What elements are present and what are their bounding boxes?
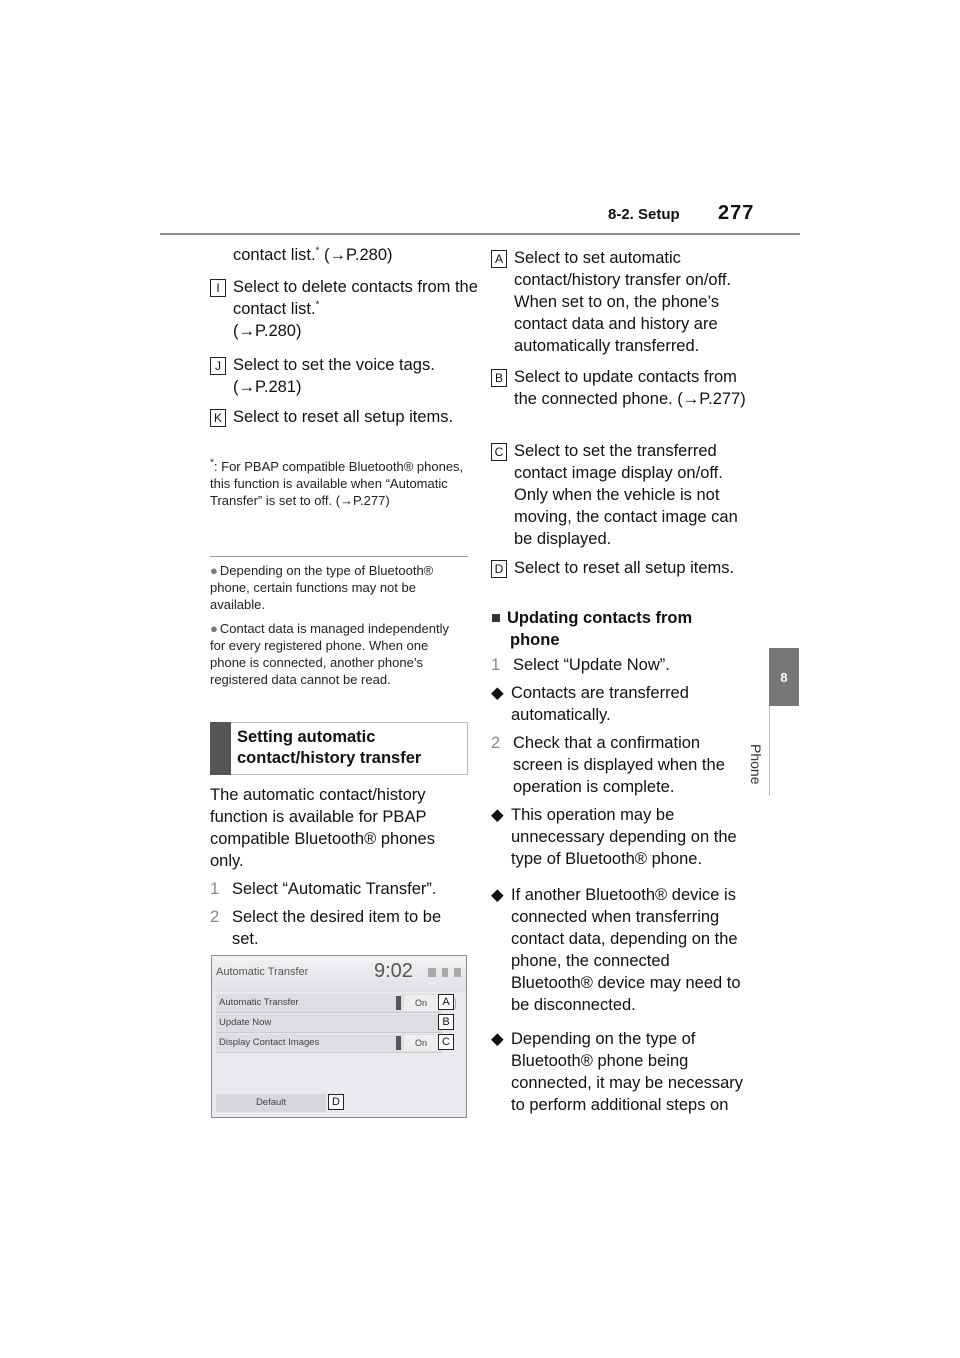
label-box-k: K (210, 409, 226, 427)
chapter-label: Phone (748, 744, 764, 785)
list-item: A Select to set automatic contact/history transfer on/off. When set to on, the phone’s contact data and history are automatically transferred. (491, 247, 752, 357)
bullet-item: ◆ This operation may be unnecessary depending on the type of Bluetooth® phone. (491, 806, 737, 868)
section-heading: Setting automatic contact/history transfer (237, 728, 422, 767)
toggle-on-button[interactable]: On (404, 1035, 438, 1051)
callout-c: C (438, 1034, 454, 1050)
bullet-item: ◆ If another Bluetooth® device is connected when transferring contact data, depending on the phone, the connected Bluetooth® device may need to be disconnected. (491, 886, 741, 1014)
note-item: ● Contact data is managed independently for every registered phone. When one phone is connected, another phone’s registered data cannot be read. (210, 621, 449, 687)
label-box-a: A (491, 250, 507, 268)
signal-icon (428, 968, 436, 977)
diamond-bullet-icon: ◆ (491, 886, 504, 904)
toggle-indicator (396, 1036, 401, 1050)
list-item: I Select to delete contacts from the contact list.* (→P.280) (210, 276, 493, 342)
diamond-bullet-icon: ◆ (491, 1030, 504, 1048)
step-item: 2 Check that a confirmation screen is displayed when the operation is complete. (491, 734, 725, 796)
screen-title: Automatic Transfer (216, 966, 309, 978)
square-bullet-icon: ■ (491, 609, 501, 627)
list-item: C Select to set the transferred contact image display on/off. Only when the vehicle is not moving, the contact image can be displayed. (491, 440, 752, 550)
continued-line: contact list.* (→P.280) (233, 245, 393, 264)
list-item: B Select to update contacts from the connected phone. (→P.277) (491, 366, 752, 410)
screen-header (212, 956, 466, 992)
display-contact-images-row[interactable]: Display Contact Images On (216, 1034, 442, 1053)
list-item: D Select to reset all setup items. (491, 557, 752, 579)
list-item: J Select to set the voice tags. (→P.281) (210, 354, 493, 398)
step-item: 1 Select “Update Now”. (491, 656, 670, 674)
callout-a: A (438, 994, 454, 1010)
callout-b: B (438, 1014, 454, 1030)
update-now-row[interactable]: Update Now (216, 1014, 442, 1033)
bullet-item: ◆ Depending on the type of Bluetooth® phone being connected, it may be necessary to perform additional steps on (491, 1030, 744, 1114)
chapter-tab-line (769, 706, 770, 796)
toggle-indicator (396, 996, 401, 1010)
screen-clock: 9:02 (374, 960, 413, 982)
subheading: ■ Updating contacts from phone (491, 609, 693, 649)
diamond-bullet-icon: ◆ (491, 684, 504, 702)
note-divider (210, 556, 468, 557)
label-box-j: J (210, 357, 226, 375)
automatic-transfer-screen (211, 955, 467, 1118)
callout-d: D (328, 1094, 344, 1110)
header-rule (160, 233, 800, 235)
footnote: *: For PBAP compatible Bluetooth® phones, this function is available when “Automatic Transfer” is set to off. (→P.277) (210, 457, 464, 508)
bluetooth-icon (442, 968, 448, 977)
bullet-item: ◆ Contacts are transferred automatically. (491, 684, 689, 724)
step-item: 2 Select the desired item to be set. (210, 908, 442, 948)
label-box-c: C (491, 443, 507, 461)
default-button[interactable]: Default (216, 1094, 326, 1112)
note-item: ● Depending on the type of Bluetooth® phone, certain functions may not be available. (210, 563, 434, 612)
list-item: K Select to reset all setup items. (210, 406, 473, 428)
automatic-transfer-row[interactable]: Automatic Transfer On (216, 994, 442, 1013)
battery-icon (454, 968, 461, 977)
page-number: 277 (718, 202, 755, 224)
section-heading-bar (210, 722, 231, 775)
label-box-b: B (491, 369, 507, 387)
label-box-d: D (491, 560, 507, 578)
intro-paragraph: The automatic contact/history function is available for PBAP compatible Bluetooth® phones only. (210, 786, 435, 870)
toggle-on-button[interactable]: On (404, 995, 438, 1011)
chapter-tab: 8 (769, 648, 799, 706)
diamond-bullet-icon: ◆ (491, 806, 504, 824)
step-item: 1 Select “Automatic Transfer”. (210, 880, 437, 898)
section-title: 8-2. Setup (608, 206, 680, 223)
label-box-i: I (210, 279, 226, 297)
